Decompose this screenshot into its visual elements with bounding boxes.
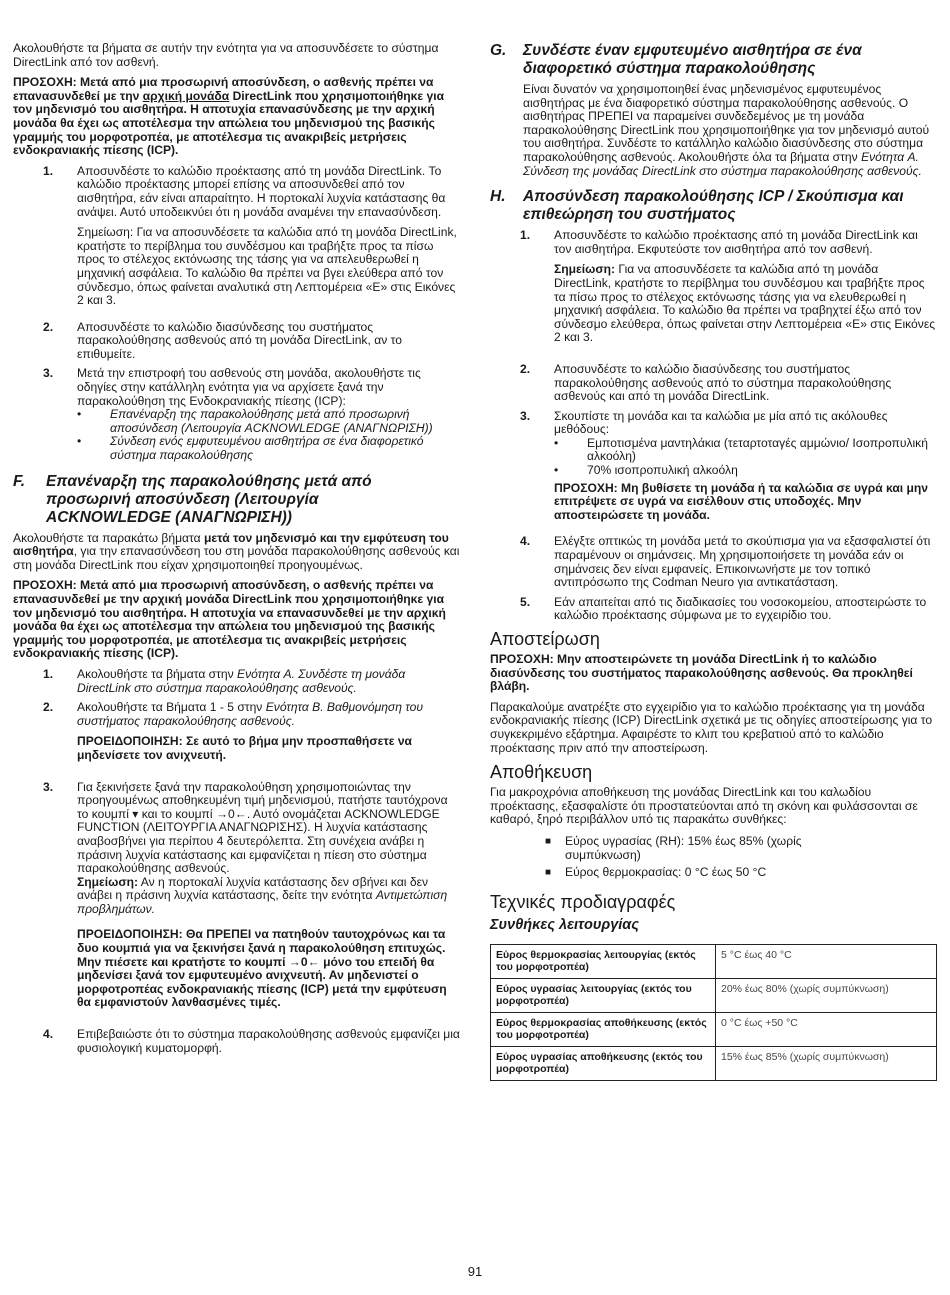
body-ref: Ενότητα A. Σύνδεση της μονάδας DirectLink στο σύστημα παρακολούθησης ασθενούς.: [523, 149, 922, 178]
note-text: Για να αποσυνδέσετε τα καλώδια από τη μονάδα DirectLink, κρατήστε το περίβλημα του συνδέσμου και τραβήξτε προς τα πίσω προς το στέλεχος εκτόνωσης τάσης για να ελευθερωθεί η μηχανική ασφάλεια. Το καλώδιο θα πρέπει να τραβηχτεί έξω από τον σύνδεσμο ελεύθερα, όπως φαίνεται στην Λεπτομέρεια «Ε» στις Εικόνες 2 και 3.: [554, 262, 936, 345]
step-number: 3.: [520, 408, 531, 423]
table-value: 20% έως 80% (χωρίς συμπύκνωση): [716, 978, 937, 1012]
section-title: Συνδέστε έναν εμφυτευμένο αισθητήρα σε ένα διαφορετικό σύστημα παρακολούθησης: [523, 42, 862, 77]
table-key: Εύρος θερμοκρασίας αποθήκευσης (εκτός του μορφοτροπέα): [491, 1012, 716, 1046]
caution-underlined: αρχική μονάδα: [142, 88, 230, 103]
step-number: 4.: [520, 534, 531, 549]
specs-heading: Τεχνικές προδιαγραφές: [490, 891, 676, 912]
note-label: Σημείωση:: [554, 262, 616, 277]
intro-text: , για την επανασύνδεση του στη μονάδα παρακολούθησης ασθενούς και στη μονάδα DirectLink που είχαν χρησιμοποιηθεί προηγουμένως.: [13, 544, 460, 572]
section-title: Αποσύνδεση παρακολούθησης ICP / Σκούπισμα και επιθεώρηση του συστήματος: [523, 188, 904, 224]
step-text: Εάν απαιτείται από τις διαδικασίες του νοσοκομείου, αποστειρώστε το καλώδιο προέκτασης σύμφωνα με το εγχειρίδιο του.: [554, 594, 927, 623]
step-number: 1.: [520, 228, 531, 243]
storage-body: Για μακροχρόνια αποθήκευση της μονάδας DirectLink και του καλωδίου προέκτασης, εξασφαλίστε ότι προστατεύονται από τη σκόνη και φυλάσσονται σε καθαρό, ξηρό περιβάλλον υπό τις παρακάτω συνθήκες:: [490, 785, 918, 827]
sterilization-heading: Αποστείρωση: [490, 629, 600, 649]
note-ref: Αντιμετώπιση προβλημάτων.: [77, 888, 448, 916]
specs-subheading: Συνθήκες λειτουργίας: [490, 916, 640, 933]
step-number: 1.: [43, 163, 54, 178]
step-text: Ελέγξτε οπτικώς τη μονάδα μετά το σκούπισμα για να εξασφαλιστεί ότι παραμένουν οι σημάνσεις. Μη χρησιμοποιήσετε τη μονάδα εάν οι σημάνσεις δεν είναι εμφανείς. Επικοινωνήστε με τον τοπικό αντιπρόσωπο της Codman Neuro για αντικατάσταση.: [554, 534, 931, 590]
square-bullet-icon: ■: [545, 867, 552, 879]
storage-item-text: Εύρος θερμοκρασίας: 0 °C έως 50 °C: [565, 865, 767, 880]
step-ref: Ενότητα B. Βαθμονόμηση του συστήματος παρακολούθησης ασθενούς.: [77, 700, 424, 728]
table-key: Εύρος θερμοκρασίας λειτουργίας (εκτός του μορφοτροπέα): [491, 944, 716, 978]
step-number: 1.: [43, 666, 54, 681]
bullet-item: [77, 435, 460, 462]
step-text: Επιβεβαιώστε ότι το σύστημα παρακολούθησης ασθενούς εμφανίζει μια φυσιολογική κυματομορφή.: [77, 1027, 460, 1055]
step-item: [520, 596, 937, 623]
caution-text: ΠΡΟΣΟΧΗ: Μετά από μια προσωρινή αποσύνδεση, ο ασθενής πρέπει να επανασυνδεθεί με την: [13, 75, 434, 103]
bullet-item: [554, 464, 937, 478]
section-letter: H.: [490, 188, 506, 206]
step-item: [43, 165, 460, 315]
caution-reconnect-f: ΠΡΟΣΟΧΗ: Μετά από μια προσωρινή αποσύνδεση, ο ασθενής πρέπει να επανασυνδεθεί με την αρχική μονάδα DirectLink που χρησιμοποιήθηκε για τον μηδενισμό του αισθητήρα. Η αποτυχία να επανασυνδεθεί με την αρχική μονάδα θα έχει ως αποτέλεσμα την απώλεια του μηδενισμού της βασικής γραμμής του μορφοτροπέα, με αποτέλεσμα τις ανακριβείς μετρήσεις ενδοκρανιακής πίεσης (ICP).: [13, 578, 446, 661]
square-bullet-icon: ■: [545, 835, 552, 847]
operating-conditions-table: [490, 944, 937, 1081]
table-row: [491, 944, 937, 978]
section-f-intro: [13, 532, 460, 573]
page-number: 91: [467, 1264, 483, 1279]
step-item: [43, 367, 460, 462]
storage-item: [545, 866, 937, 880]
warning-text: ΠΡΟΕΙΔΟΠΟΙΗΣΗ: Σε αυτό το βήμα μην προσπαθήσετε να μηδενίσετε τον ανιχνευτή.: [77, 734, 412, 762]
caution-text: DirectLink που χρησιμοποιήθηκε για τον μηδενισμό του αισθητήρα. Η αποτυχία επανασύνδεσης με την αρχική μονάδα θα έχει ως αποτέλεσμα την απώλεια του μηδενισμού της βασικής γραμμής του μορφοτροπέα, με αποτέλεσμα τις ανακριβείς μετρήσεις ενδοκρανιακής πίεσης (ICP).: [13, 88, 445, 158]
sterilization-body: Παρακαλούμε ανατρέξτε στο εγχειρίδιο για το καλώδιο προέκτασης για τη μονάδα ενδοκρανιακής πίεσης (ICP) DirectLink σχετικά με τις οδηγίες αποστείρωσης για το συγκεκριμένο εξάρτημα. Αφαιρέστε το κλιπ του κρεβατιού από το καλώδιο προέκτασης πριν από την αποστείρωση.: [490, 699, 933, 755]
table-key: Εύρος υγρασίας αποθήκευσης (εκτός του μορφοτροπέα): [491, 1046, 716, 1080]
note-text: Αν η πορτοκαλί λυχνία κατάστασης δεν σβήνει και δεν ανάβει η πράσινη λυχνία κατάστασης, δείτε την ενότητα: [77, 874, 429, 903]
table-key: Εύρος υγρασίας λειτουργίας (εκτός του μορφοτροπέα): [491, 978, 716, 1012]
step-ref: Ενότητα A. Συνδέστε τη μονάδα DirectLink στο σύστημα παρακολούθησης ασθενούς.: [77, 666, 406, 695]
step-item: [43, 668, 460, 695]
step-text: Μετά την επιστροφή του ασθενούς στη μονάδα, ακολουθήστε τις οδηγίες στην κατάλληλη ενότητα για να αρχίσετε ξανά την παρακολούθηση της Ενδοκρανιακής πίεσης (ICP):: [77, 366, 421, 408]
step-item: [520, 229, 937, 357]
step-text: Αποσυνδέστε το καλώδιο προέκτασης από τη μονάδα DirectLink. Το καλώδιο προέκτασης μπορεί επίσης να αποσυνδεθεί από τον αισθητήρα, εάν είναι απαραίτητο. Η πορτοκαλί λυχνία κατάστασης θα ανάψει. Αυτό υποδεικνύει ότι η μονάδα αναμένει την επανασύνδεση.: [77, 163, 446, 219]
step-number: 2.: [43, 319, 54, 334]
step-item: [43, 781, 460, 1023]
step-text: Ακολουθήστε τα Βήματα 1 - 5 στην: [77, 700, 266, 715]
bullet-item: [77, 408, 460, 435]
body-text: Είναι δυνατόν να χρησιμοποιηθεί ένας μηδενισμένος εμφυτευμένος αισθητήρας με ένα διαφορετικό σύστημα παρακολούθησης ασθενούς. Ο αισθητήρας ΠΡΕΠΕΙ να παραμείνει συνδεδεμένος με τη μονάδα παρακολούθησης DirectLink που χρησιμοποιήθηκε για τον μηδενισμό αυτού του αισθητήρα. Συνδέστε το κατάλληλο καλώδιο διασύνδεσης στο σύστημα παρακολούθησης ασθενούς. Ακολουθήστε όλα τα βήματα στην: [523, 82, 930, 164]
step-text: Αποσυνδέστε το καλώδιο διασύνδεσης του συστήματος παρακολούθησης ασθενούς από τη μονάδα DirectLink, αν το επιθυμείτε.: [77, 319, 402, 361]
bullet-text: 70% ισοπροπυλική αλκοόλη: [587, 463, 738, 478]
caution-reconnect: [13, 76, 460, 158]
step-number: 3.: [43, 366, 54, 381]
table-row: [491, 978, 937, 1012]
caution-text: ΠΡΟΣΟΧΗ: Μη βυθίσετε τη μονάδα ή τα καλώδια σε υγρά και μην επιτρέψετε σε υγρά να εισέλθουν στις υποδοχές. Μην αποστειρώσετε τη μονάδα.: [554, 480, 929, 522]
table-value: 0 °C έως +50 °C: [716, 1012, 937, 1046]
section-g-heading: [490, 42, 937, 78]
bullet-text: Σύνδεση ενός εμφυτευμένου αισθητήρα σε ένα διαφορετικό σύστημα παρακολούθησης: [110, 434, 424, 463]
storage-item: [545, 835, 937, 862]
left-column: [13, 42, 460, 1061]
step-item: [43, 1028, 460, 1055]
storage-item-text: Εύρος υγρασίας (RH): 15% έως 85% (χωρίς συμπύκνωση): [565, 833, 802, 862]
bullet-text: Εμποτισμένα μαντηλάκια (τεταρτοταγές αμμώνιο/ Ισοπροπυλική αλκοόλη): [587, 435, 928, 464]
bullet-marker: •: [77, 407, 82, 422]
warning-text: ΠΡΟΕΙΔΟΠΟΙΗΣΗ: Θα ΠΡΕΠΕΙ να πατηθούν ταυτοχρόνως και τα δυο κουμπιά για να ξεκινήσει ξανά η παρακολούθηση επιτυχώς. Μην πιέσετε και κρατήστε το κουμπί →0← μόνο του επειδή θα μηδενίσει ξανά τον εμφυτευμένο ανιχνευτή. Αν μηδενιστεί ο μορφοτροπέας ενδοκρανιακής πίεσης (ICP) μετά την εμφύτευση θα εμφανιστούν λανθασμένες τιμές.: [77, 927, 447, 1010]
step-number: 4.: [43, 1027, 54, 1042]
step-item: [43, 701, 460, 774]
step-note: Σημείωση: Για να αποσυνδέσετε τα καλώδια από τη μονάδα DirectLink, κρατήστε το περίβλημα του συνδέσμου και τραβήξτε προς τα πίσω προς το στέλεχος εκτόνωσης της τάσης για να απελευθερωθεί η μηχανική ασφάλεια. Το καλώδιο θα πρέπει να βγει ελεύθερα από τον σύνδεσμο, όπως φαίνεται αναλυτικά στη Λεπτομέρεια «Ε» στις Εικόνες 2 και 3.: [77, 225, 457, 308]
table-row: [491, 1046, 937, 1080]
section-letter: G.: [490, 42, 507, 59]
intro-bold: μετά τον μηδενισμό και την εμφύτευση του αισθητήρα: [13, 530, 449, 559]
table-value: 5 °C έως 40 °C: [716, 944, 937, 978]
bullet-marker: •: [77, 434, 82, 449]
step-number: 2.: [43, 700, 54, 715]
step-text: Ακολουθήστε τα βήματα στην: [77, 666, 238, 681]
step-text: Για ξεκινήσετε ξανά την παρακολούθηση χρησιμοποιώντας την προηγουμένως αποθηκευμένη τιμή μηδενισμού, πατήστε ταυτόχρονα το κουμπί ▾ και το κουμπί →0←. Αυτό ονομάζεται ACKNOWLEDGE FUNCTION (ΛΕΙΤΟΥΡΓΙΑ ΑΝΑΓΝΩΡΙΣΗΣ). Η λυχνία κατάστασης αναβοσβήνει για περίπου 4 δευτερόλεπτα. Στη συνέχεια ανάβει η πράσινη λυχνία κατάστασης και εμφανίζεται η πίεση στο σύστημα παρακολούθησης ασθενούς.: [77, 779, 448, 876]
section-f-heading: [13, 473, 460, 527]
step-number: 2.: [520, 361, 531, 376]
sterilization-caution: ΠΡΟΣΟΧΗ: Μην αποστειρώνετε τη μονάδα DirectLink ή το καλώδιο διασύνδεσης του συστήματος παρακολούθησης ασθενούς. Θα προκληθεί βλάβη.: [490, 652, 913, 694]
step-number: 5.: [520, 594, 531, 609]
section-title: Επανέναρξη της παρακολούθησης μετά από προσωρινή αποσύνδεση (Λειτουργία ACKNOWLEDGE (ΑΝΑΓΝΩΡΙΣΗ)): [46, 472, 372, 526]
bullet-marker: •: [554, 463, 559, 478]
bullet-marker: •: [554, 435, 559, 450]
table-value: 15% έως 85% (χωρίς συμπύκνωση): [716, 1046, 937, 1080]
step-item: [520, 363, 937, 404]
table-row: [491, 1012, 937, 1046]
step-text: Σκουπίστε τη μονάδα και τα καλώδια με μία από τις ακόλουθες μεθόδους:: [554, 408, 888, 437]
bullet-text: Επανέναρξη της παρακολούθησης μετά από προσωρινή αποσύνδεση (Λειτουργία ACKNOWLEDGE (ΑΝΑΓΝΩΡΙΣΗ)): [110, 407, 433, 435]
step-text: Αποσυνδέστε το καλώδιο διασύνδεσης του συστήματος παρακολούθησης ασθενούς από το σύστημα παρακολούθησης ασθενούς και από τη μονάδα DirectLink.: [554, 361, 892, 404]
section-g-body: [523, 83, 937, 178]
step-item: [43, 321, 460, 362]
step-number: 3.: [43, 779, 54, 794]
intro-text: Ακολουθήστε τα παρακάτω βήματα: [13, 530, 205, 545]
step-item: [520, 410, 937, 530]
note-label: Σημείωση:: [77, 874, 139, 889]
step-item: [520, 535, 937, 589]
bullet-item: [554, 437, 937, 464]
storage-heading: Αποθήκευση: [490, 762, 593, 783]
right-column: [490, 42, 937, 1081]
step-text: Αποσυνδέστε το καλώδιο προέκτασης από τη μονάδα DirectLink και τον αισθητήρα. Εκφυτεύστε τον αισθητήρα από τον ασθενή.: [554, 228, 918, 256]
section-h-heading: [490, 188, 937, 224]
intro-paragraph: Ακολουθήστε τα βήματα σε αυτήν την ενότητα για να αποσυνδέσετε το σύστημα DirectLink από τον ασθενή.: [13, 41, 439, 69]
section-letter: F.: [13, 472, 26, 490]
